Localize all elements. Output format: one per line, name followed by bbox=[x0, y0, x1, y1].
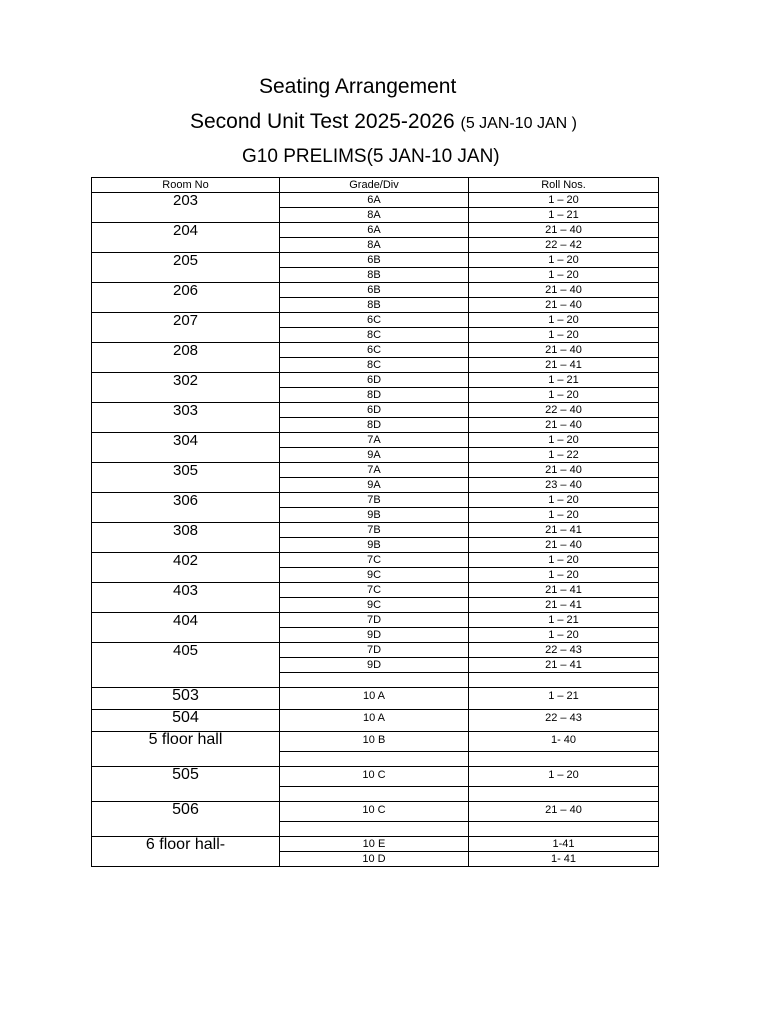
room-cell: 203 bbox=[92, 193, 280, 223]
roll-cell: 1- 41 bbox=[469, 852, 659, 867]
roll-cell: 1 – 21 bbox=[469, 613, 659, 628]
column-header-roll: Roll Nos. bbox=[469, 178, 659, 193]
grade-cell: 6D bbox=[280, 373, 469, 388]
grade-cell: 6C bbox=[280, 343, 469, 358]
grade-cell: 9A bbox=[280, 478, 469, 493]
grade-cell: 8C bbox=[280, 328, 469, 343]
roll-cell: 1 – 20 bbox=[469, 508, 659, 523]
table-row bbox=[92, 688, 659, 710]
roll-cell: 1 – 20 bbox=[469, 767, 659, 787]
roll-cell: 1 – 20 bbox=[469, 433, 659, 448]
roll-cell: 1 – 21 bbox=[469, 208, 659, 223]
grade-cell: 10 B bbox=[280, 732, 469, 752]
room-cell: 5 floor hall bbox=[92, 732, 280, 767]
room-cell: 205 bbox=[92, 253, 280, 283]
table-row bbox=[92, 613, 659, 628]
grade-cell: 10 D bbox=[280, 852, 469, 867]
room-cell: 402 bbox=[92, 553, 280, 583]
roll-cell: 21 – 40 bbox=[469, 283, 659, 298]
roll-cell: 22 – 40 bbox=[469, 403, 659, 418]
table-row bbox=[92, 223, 659, 238]
table-row bbox=[92, 313, 659, 328]
grade-cell: 7C bbox=[280, 553, 469, 568]
grade-cell: 7A bbox=[280, 463, 469, 478]
table-row bbox=[92, 710, 659, 732]
grade-cell: 10 C bbox=[280, 802, 469, 822]
roll-cell bbox=[469, 822, 659, 837]
grade-cell: 9B bbox=[280, 508, 469, 523]
grade-cell bbox=[280, 752, 469, 767]
table-row bbox=[92, 193, 659, 208]
room-cell: 207 bbox=[92, 313, 280, 343]
room-cell: 404 bbox=[92, 613, 280, 643]
grade-cell: 10 E bbox=[280, 837, 469, 852]
grade-cell: 7C bbox=[280, 583, 469, 598]
roll-cell: 21 – 40 bbox=[469, 463, 659, 478]
room-cell: 503 bbox=[92, 688, 280, 710]
grade-cell: 9C bbox=[280, 568, 469, 583]
roll-cell: 21 – 41 bbox=[469, 658, 659, 673]
grade-cell: 8A bbox=[280, 208, 469, 223]
grade-cell: 8B bbox=[280, 298, 469, 313]
roll-cell: 21 – 40 bbox=[469, 802, 659, 822]
roll-cell: 21 – 40 bbox=[469, 298, 659, 313]
grade-cell: 9D bbox=[280, 628, 469, 643]
header-row bbox=[92, 178, 659, 193]
roll-cell: 21 – 40 bbox=[469, 343, 659, 358]
roll-cell: 1 – 20 bbox=[469, 568, 659, 583]
grade-cell: 7D bbox=[280, 643, 469, 658]
room-cell: 6 floor hall- bbox=[92, 837, 280, 867]
grade-cell: 10 A bbox=[280, 710, 469, 732]
table-row bbox=[92, 802, 659, 822]
table-row bbox=[92, 253, 659, 268]
table-row bbox=[92, 732, 659, 752]
column-header-room: Room No bbox=[92, 178, 280, 193]
table-row bbox=[92, 343, 659, 358]
grade-cell: 8D bbox=[280, 388, 469, 403]
roll-cell: 21 – 41 bbox=[469, 358, 659, 373]
table-row bbox=[92, 493, 659, 508]
roll-cell: 21 – 41 bbox=[469, 583, 659, 598]
room-cell: 505 bbox=[92, 767, 280, 802]
grade-cell: 6B bbox=[280, 283, 469, 298]
grade-cell: 8C bbox=[280, 358, 469, 373]
roll-cell: 1 – 20 bbox=[469, 628, 659, 643]
roll-cell: 22 – 43 bbox=[469, 643, 659, 658]
grade-cell: 10 A bbox=[280, 688, 469, 710]
grade-cell: 8A bbox=[280, 238, 469, 253]
grade-cell: 7A bbox=[280, 433, 469, 448]
roll-cell bbox=[469, 752, 659, 767]
roll-cell: 22 – 42 bbox=[469, 238, 659, 253]
grade-cell: 8B bbox=[280, 268, 469, 283]
grade-cell: 9D bbox=[280, 658, 469, 673]
table-row bbox=[92, 643, 659, 658]
table-row bbox=[92, 433, 659, 448]
roll-cell bbox=[469, 673, 659, 688]
grade-cell: 7B bbox=[280, 493, 469, 508]
roll-cell: 21 – 40 bbox=[469, 418, 659, 433]
seating-table bbox=[91, 177, 659, 867]
table-row bbox=[92, 837, 659, 852]
page-title: Seating Arrangement bbox=[259, 75, 457, 98]
roll-cell: 1 – 21 bbox=[469, 688, 659, 710]
room-cell: 303 bbox=[92, 403, 280, 433]
grade-cell: 9A bbox=[280, 448, 469, 463]
table-row bbox=[92, 553, 659, 568]
table-row bbox=[92, 767, 659, 787]
grade-cell bbox=[280, 787, 469, 802]
roll-cell: 1 – 20 bbox=[469, 313, 659, 328]
test-name: Second Unit Test 2025-2026 bbox=[190, 110, 455, 133]
grade-cell: 6A bbox=[280, 223, 469, 238]
grade-cell: 6D bbox=[280, 403, 469, 418]
roll-cell: 1 – 20 bbox=[469, 328, 659, 343]
room-cell: 506 bbox=[92, 802, 280, 837]
room-cell: 204 bbox=[92, 223, 280, 253]
roll-cell: 21 – 41 bbox=[469, 523, 659, 538]
roll-cell bbox=[469, 787, 659, 802]
grade-cell: 6B bbox=[280, 253, 469, 268]
table-row bbox=[92, 283, 659, 298]
test-dates: (5 JAN-10 JAN ) bbox=[460, 115, 577, 132]
room-cell: 302 bbox=[92, 373, 280, 403]
grade-cell: 6C bbox=[280, 313, 469, 328]
table-row bbox=[92, 463, 659, 478]
roll-cell: 21 – 40 bbox=[469, 223, 659, 238]
room-cell: 403 bbox=[92, 583, 280, 613]
grade-cell: 8D bbox=[280, 418, 469, 433]
roll-cell: 21 – 40 bbox=[469, 538, 659, 553]
roll-cell: 1 – 20 bbox=[469, 553, 659, 568]
table-row bbox=[92, 403, 659, 418]
roll-cell: 1- 40 bbox=[469, 732, 659, 752]
grade-cell: 9C bbox=[280, 598, 469, 613]
grade-cell: 7D bbox=[280, 613, 469, 628]
grade-cell: 10 C bbox=[280, 767, 469, 787]
grade-cell bbox=[280, 673, 469, 688]
room-cell: 306 bbox=[92, 493, 280, 523]
roll-cell: 1 – 20 bbox=[469, 268, 659, 283]
grade-cell: 7B bbox=[280, 523, 469, 538]
prelims-title: G10 PRELIMS(5 JAN-10 JAN) bbox=[242, 146, 500, 167]
table-row bbox=[92, 523, 659, 538]
room-cell: 206 bbox=[92, 283, 280, 313]
room-cell: 308 bbox=[92, 523, 280, 553]
roll-cell: 1 – 22 bbox=[469, 448, 659, 463]
roll-cell: 1-41 bbox=[469, 837, 659, 852]
column-header-grade: Grade/Div bbox=[280, 178, 469, 193]
table-row bbox=[92, 583, 659, 598]
roll-cell: 23 – 40 bbox=[469, 478, 659, 493]
test-title bbox=[190, 110, 577, 134]
grade-cell: 6A bbox=[280, 193, 469, 208]
room-cell: 208 bbox=[92, 343, 280, 373]
roll-cell: 1 – 20 bbox=[469, 193, 659, 208]
room-cell: 305 bbox=[92, 463, 280, 493]
roll-cell: 1 – 20 bbox=[469, 388, 659, 403]
room-cell: 304 bbox=[92, 433, 280, 463]
roll-cell: 21 – 41 bbox=[469, 598, 659, 613]
roll-cell: 1 – 21 bbox=[469, 373, 659, 388]
room-cell: 405 bbox=[92, 643, 280, 688]
room-cell: 504 bbox=[92, 710, 280, 732]
table-row bbox=[92, 373, 659, 388]
grade-cell: 9B bbox=[280, 538, 469, 553]
grade-cell bbox=[280, 822, 469, 837]
roll-cell: 22 – 43 bbox=[469, 710, 659, 732]
roll-cell: 1 – 20 bbox=[469, 493, 659, 508]
roll-cell: 1 – 20 bbox=[469, 253, 659, 268]
